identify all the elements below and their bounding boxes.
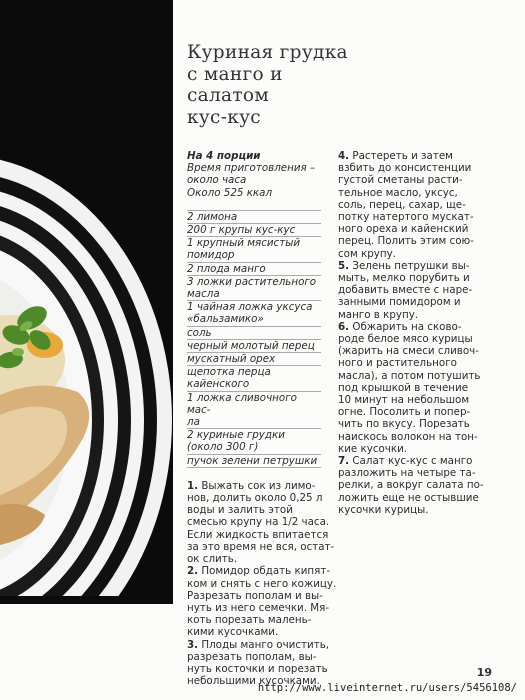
right-column xyxy=(338,150,484,516)
step-text: Обжарить на сково- xyxy=(352,320,462,333)
ingredient-item xyxy=(187,455,321,468)
step-text: перец. Полить этим сою- xyxy=(338,235,474,248)
step-number: 3. xyxy=(187,638,199,651)
step-text: манго в крупу. xyxy=(338,308,419,321)
step-text: небольшими кусочками. xyxy=(187,675,320,688)
steps-left xyxy=(187,479,337,688)
step-text: Помидор обдать кипят- xyxy=(201,565,331,578)
step-text: занными помидором и xyxy=(338,296,461,309)
cook-time: Время приготовления – xyxy=(187,162,316,175)
ingredient-line: 1 ложка сливочного мас- xyxy=(187,391,297,416)
step-text: потку натертого мускат- xyxy=(338,211,474,224)
recipe-title xyxy=(187,42,347,128)
ingredient-line: «бальзамико» xyxy=(187,313,264,326)
step-text: масла), а потом потушить xyxy=(338,369,481,382)
step-text: разложить на четыре та- xyxy=(338,467,476,480)
step-text: Зелень петрушки вы- xyxy=(352,259,470,272)
step-text: (жарить на смеси сливоч- xyxy=(338,345,479,358)
ingredient-item xyxy=(187,429,321,454)
left-column xyxy=(187,150,337,688)
ingredient-item xyxy=(187,392,321,430)
step-text: нов, долить около 0,25 л xyxy=(187,492,323,505)
ingredient-item xyxy=(187,237,321,262)
step-text: соль, перец, сахар, ще- xyxy=(338,198,466,211)
ingredient-line: 3 ложки растительного xyxy=(187,275,317,288)
step-text: смесью крупу на 1/2 часа. xyxy=(187,516,330,529)
step-text: наискось волокон на тон- xyxy=(338,430,478,443)
step-text: воды и залить этой xyxy=(187,504,293,517)
step-text: Растереть и затем xyxy=(352,150,453,162)
step-text: тельное масло, уксус, xyxy=(338,186,458,199)
step-text: ложить еще не остывшие xyxy=(338,491,479,504)
instruction-step xyxy=(338,320,481,455)
step-text: кие кусочки. xyxy=(338,442,408,455)
instruction-step xyxy=(187,565,337,639)
step-number: 5. xyxy=(338,259,350,272)
step-number: 7. xyxy=(338,455,350,468)
step-number: 2. xyxy=(187,565,199,578)
ingredient-line: 200 г крупы кус-кус xyxy=(187,224,296,237)
ingredient-line: помидор xyxy=(187,249,235,262)
ingredient-line: 2 плода манго xyxy=(187,262,266,275)
step-text: Если жидкость впитается xyxy=(187,528,329,541)
step-text: мыть, мелко порубить и xyxy=(338,272,470,285)
ingredient-line: 2 лимона xyxy=(187,210,238,223)
ingredient-line: ла xyxy=(187,416,200,429)
title-line: кус-кус xyxy=(187,106,261,128)
ingredient-list xyxy=(187,210,321,468)
dish-photo xyxy=(0,0,173,604)
ingredient-line: кайенского xyxy=(187,378,250,391)
ingredient-line: (около 300 г) xyxy=(187,441,259,454)
ingredient-line: мускатный орех xyxy=(187,353,276,366)
step-text: ного ореха и кайенский xyxy=(338,223,469,236)
ingredient-line: 1 крупный мясистый xyxy=(187,237,301,250)
ingredient-item xyxy=(187,353,321,366)
ingredient-line: 2 куриные грудки xyxy=(187,429,285,442)
step-text: густой сметаны расти- xyxy=(338,174,463,187)
instruction-step xyxy=(187,638,330,688)
step-text: кими кусочками. xyxy=(187,626,279,639)
steps-right xyxy=(338,150,484,516)
ingredient-item xyxy=(187,276,321,301)
ingredient-line: пучок зелени петрушки xyxy=(187,454,318,467)
step-text: роде белое мясо курицы xyxy=(338,333,473,346)
step-text: огне. Посолить и попер- xyxy=(338,406,471,419)
step-text: нуть косточки и порезать xyxy=(187,662,328,675)
ingredient-item xyxy=(187,366,321,391)
step-text: коть порезать малень- xyxy=(187,614,312,627)
step-text: ком и снять с него кожицу. xyxy=(187,577,337,590)
ingredient-item xyxy=(187,327,321,340)
ingredient-item xyxy=(187,340,321,353)
step-text: под крышкой в течение xyxy=(338,381,469,394)
ingredient-item xyxy=(187,224,321,237)
step-text: кусочки курицы. xyxy=(338,503,429,516)
ingredient-item xyxy=(187,301,321,326)
step-text: релки, а вокруг салата по- xyxy=(338,479,484,492)
step-text: Салат кус-кус с манго xyxy=(352,455,473,468)
ingredient-item xyxy=(187,210,321,224)
step-number: 1. xyxy=(187,479,199,492)
ingredient-line: масла xyxy=(187,288,220,301)
step-text: ного и растительного xyxy=(338,357,457,370)
instruction-step xyxy=(338,455,484,516)
portions: На 4 порции xyxy=(187,150,261,162)
step-text: ок слить. xyxy=(187,553,238,566)
step-number: 6. xyxy=(338,320,350,333)
instruction-step xyxy=(187,479,335,566)
instruction-step xyxy=(338,150,476,260)
cook-time: около часа xyxy=(187,174,247,187)
step-text: разрезать пополам, вы- xyxy=(187,650,317,663)
step-text: сом крупу. xyxy=(338,247,396,260)
ingredient-item xyxy=(187,263,321,276)
step-text: добавить вместе с наре- xyxy=(338,284,473,297)
step-text: Плоды манго очистить, xyxy=(201,638,330,651)
step-text: за это время не вся, остат- xyxy=(187,540,335,553)
step-number: 4. xyxy=(338,150,350,162)
title-line: с манго и xyxy=(187,63,283,85)
footer-url[interactable]: http://www.liveinternet.ru/users/5456108/ xyxy=(257,682,517,694)
calories: Около 525 ккал xyxy=(187,186,273,199)
instruction-step xyxy=(338,260,476,321)
ingredient-line: щепотка перца xyxy=(187,366,271,379)
page-number: 19 xyxy=(476,666,492,679)
step-text: 10 минут на небольшом xyxy=(338,394,470,407)
step-text: Разрезать пополам и вы- xyxy=(187,589,323,602)
step-text: взбить до консистенции xyxy=(338,162,472,175)
ingredient-line: черный молотый перец xyxy=(187,339,315,352)
step-text: Выжать сок из лимо- xyxy=(201,479,316,492)
step-text: нуть из него семечки. Мя- xyxy=(187,601,330,614)
ingredient-line: 1 чайная ложка уксуса xyxy=(187,301,313,314)
step-text: чить по вкусу. Порезать xyxy=(338,418,470,431)
title-line: салатом xyxy=(187,85,270,106)
recipe-meta xyxy=(187,150,321,199)
ingredient-line: соль xyxy=(187,326,212,339)
title-line: Куриная грудка xyxy=(187,42,348,63)
